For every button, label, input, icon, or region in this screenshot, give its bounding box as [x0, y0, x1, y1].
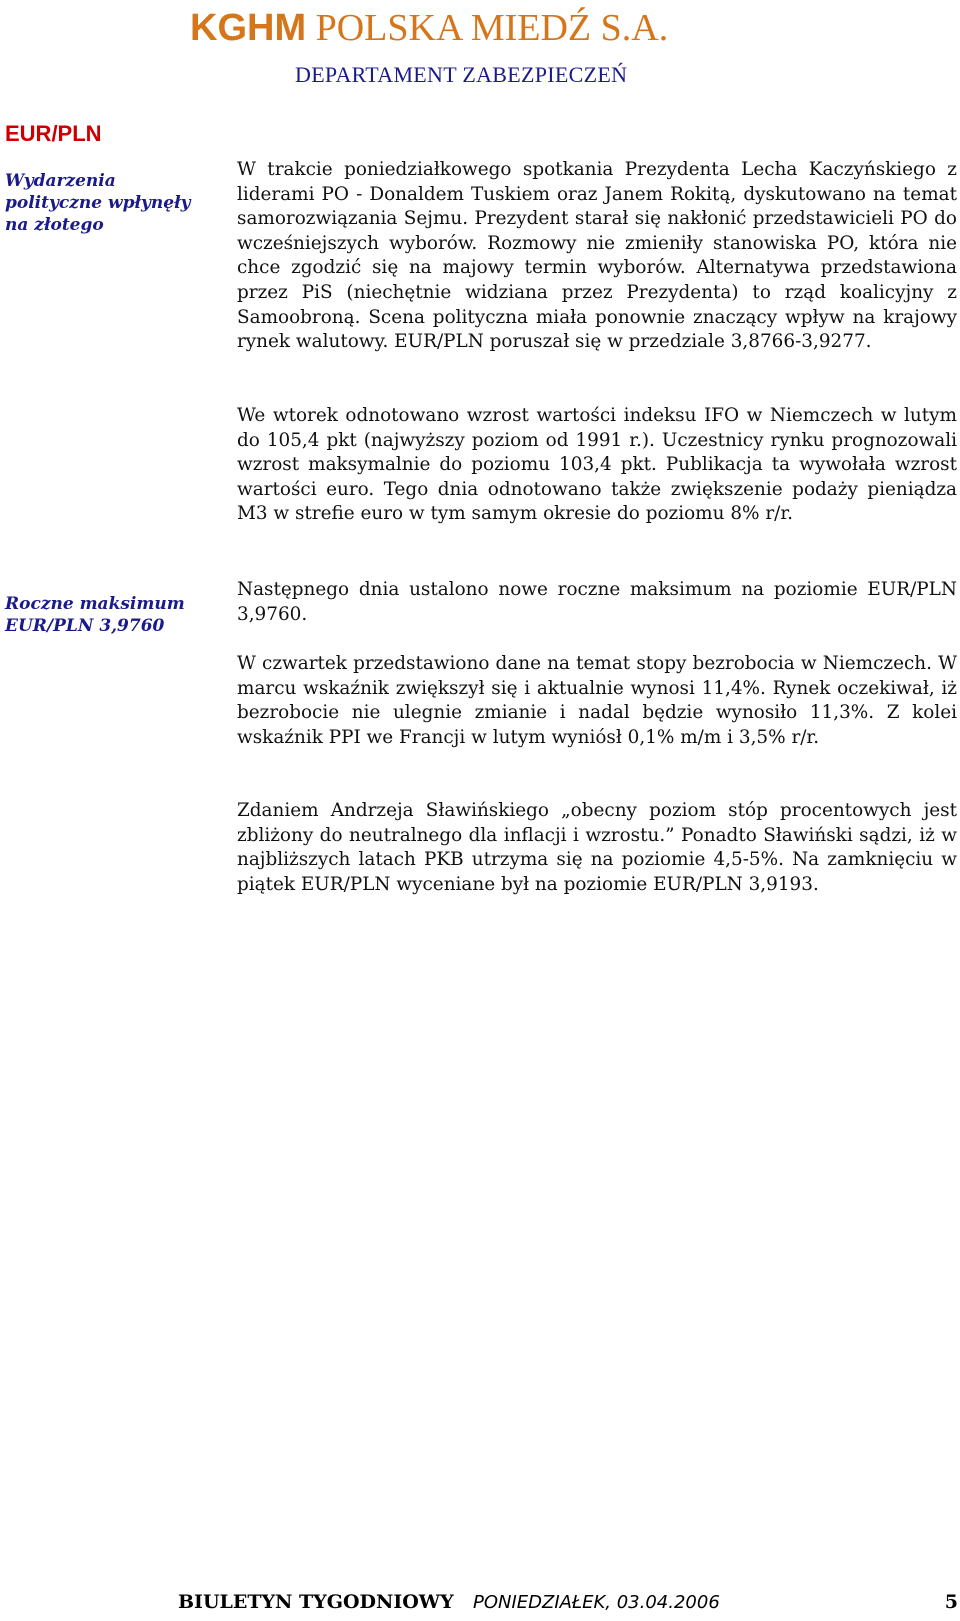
page-number: 5 — [944, 1591, 958, 1613]
page-header — [0, 6, 960, 86]
section-title: EUR/PLN — [5, 121, 102, 146]
paragraph: W trakcie poniedziałkowego spotkania Prezydenta Lecha Kaczyńskiego z liderami PO - Donaldem Tuskiem oraz Janem Rokitą, dyskutowano na temat samorozwiązania Sejmu. Prezydent starał się nakłonić przedstawicieli PO do wcześniejszych wyborów. Rozmowy nie zmieniły stanowiska PO, która nie chce zgodzić się na majowy termin wyborów. Alternatywa przedstawiona przez PiS (niechętnie widziana przez Prezydenta) to rząd koalicyjny z Samoobroną. Scena polityczna miała ponownie znaczący wpływ na krajowy rynek walutowy. EUR/PLN poruszał się w przedziale 3,8766-3,9277. — [237, 159, 957, 353]
company-logo — [190, 6, 668, 50]
logo-brand: KGHM — [190, 7, 307, 49]
page-footer — [178, 1591, 958, 1617]
paragraph: Zdaniem Andrzeja Sławińskiego „obecny poziom stóp procentowych jest zbliżony do neutralnego dla inflacji i wzrostu.” Ponadto Sławiński sądzi, iż w najbliższych latach PKB utrzyma się na poziomie 4,5-5%. Na zamknięciu w piątek EUR/PLN wyceniane był na poziomie EUR/PLN 3,9193. — [237, 800, 957, 895]
sidenote-annual-maximum: Roczne maksimum EUR/PLN 3,9760 — [5, 594, 185, 636]
paragraph: W czwartek przedstawiono dane na temat stopy bezrobocia w Niemczech. W marcu wskaźnik zwiększył się i aktualnie wynosi 11,4%. Rynek oczekiwał, iż bezrobocie nie ulegnie zmianie i nadal będzie wynosiło 11,3%. Z kolei wskaźnik PPI we Francji w lutym wyniósł 0,1% m/m i 3,5% r/r. — [237, 653, 957, 748]
paragraph: We wtorek odnotowano wzrost wartości indeksu IFO w Niemczech w lutym do 105,4 pkt (najwyższy poziom od 1991 r.). Uczestnicy rynku prognozowali wzrost maksymalnie do poziomu 103,4 pkt. Publikacja ta wywołała wzrost wartości euro. Tego dnia odnotowano także zwiększenie podaży pieniądza M3 w strefie euro w tym samym okresie do poziomu 8% r/r. — [237, 405, 957, 525]
bulletin-date: PONIEDZIAŁEK, 03.04.2006 — [473, 1592, 720, 1613]
department-name: DEPARTAMENT ZABEZPIECZEŃ — [295, 62, 628, 87]
bulletin-title: BIULETYN TYGODNIOWY — [178, 1591, 454, 1613]
logo-company-name: POLSKA MIEDŹ S.A. — [315, 7, 669, 49]
sidenote-political-events: Wydarzenia polityczne wpłynęły na złotego — [5, 171, 191, 235]
paragraph: Następnego dnia ustalono nowe roczne maksimum na poziomie EUR/PLN 3,9760. — [237, 579, 957, 625]
